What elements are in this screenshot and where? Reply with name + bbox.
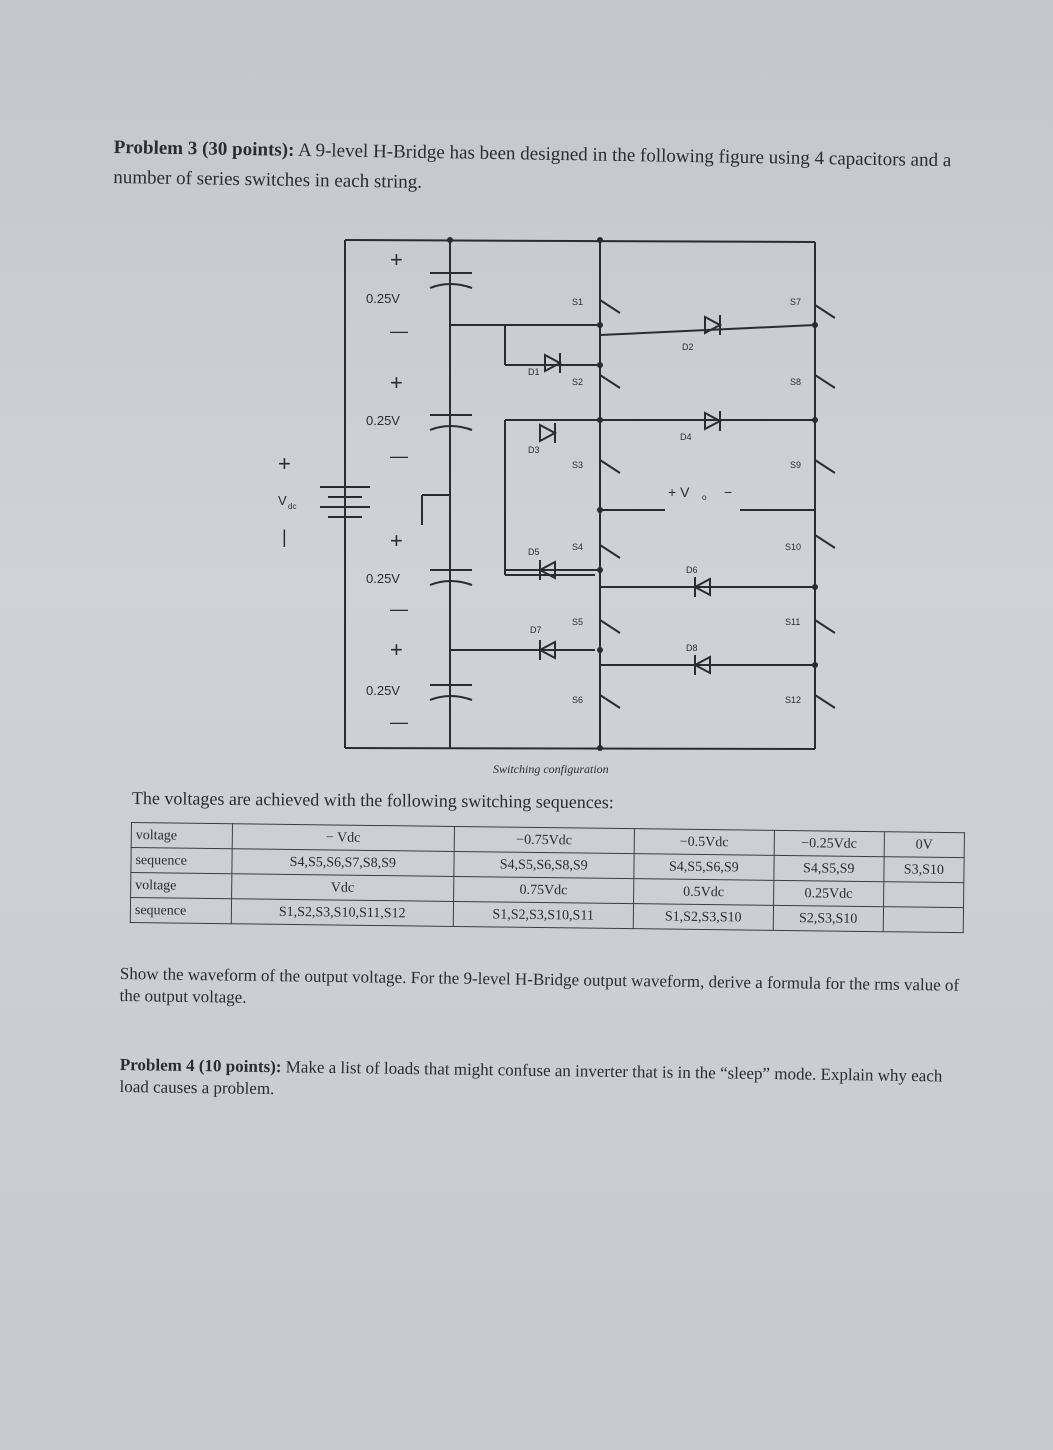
table-cell: −0.5Vdc [634, 829, 774, 856]
diode-label-d5: D5 [528, 547, 540, 557]
switch-label-s10: S10 [785, 542, 802, 552]
table-cell: sequence [130, 898, 231, 924]
diode-marks [540, 315, 720, 675]
table-cell: voltage [131, 823, 232, 849]
svg-text:—: — [390, 712, 408, 732]
table-cell: S1,S2,S3,S10,S11,S12 [231, 899, 453, 927]
diode-label-d8: D8 [686, 643, 698, 653]
diode-label-d4: D4 [680, 432, 692, 442]
switch-marks [600, 300, 835, 708]
switch-label-s7: S7 [790, 297, 802, 307]
svg-text:+: + [390, 247, 403, 272]
table-cell: S2,S3,S10 [773, 905, 883, 931]
source-sub: dc [288, 502, 297, 511]
waveform-question: Show the waveform of the output voltage. For the 9-level H-Bridge output waveform, derive a formula for the rms value of the output voltage. [119, 963, 960, 1007]
table-cell: S4,S5,S6,S7,S8,S9 [232, 849, 454, 877]
table-cell: S4,S5,S6,S9 [634, 854, 774, 881]
table-cell: 0.5Vdc [633, 879, 773, 906]
output-sub: o [702, 493, 707, 502]
problem-4 [119, 1054, 970, 1110]
table-cell: S4,S5,S6,S8,S9 [453, 851, 634, 878]
problem-4-title: Problem 4 (10 points): [119, 1054, 282, 1077]
switch-label-s2: S2 [572, 377, 584, 387]
problem-3-title: Problem 3 (30 points): [113, 136, 295, 161]
source-plus: + [278, 451, 291, 476]
table-cell: − Vdc [232, 824, 454, 852]
cap1-label: 0.25V [366, 291, 400, 306]
switch-label-s8: S8 [790, 377, 802, 387]
switching-table [130, 822, 965, 933]
table-cell: 0.25Vdc [773, 880, 883, 906]
switch-label-s3: S3 [572, 460, 584, 470]
circuit-nodes [447, 237, 818, 751]
output-label: + V [668, 484, 690, 500]
table-cell: S1,S2,S3,S10,S11 [453, 901, 634, 928]
table-cell: 0V [884, 832, 964, 858]
svg-text:+: + [390, 528, 403, 553]
diode-label-d2: D2 [682, 342, 694, 352]
table-cell: Vdc [232, 874, 454, 902]
diode-label-d7: D7 [530, 625, 542, 635]
switch-label-s4: S4 [572, 542, 584, 552]
switch-label-s11: S11 [785, 617, 801, 627]
switch-label-s5: S5 [572, 617, 584, 627]
svg-text:—: — [390, 446, 408, 466]
svg-text:—: — [390, 599, 408, 619]
table-cell: 0.75Vdc [453, 876, 634, 903]
problem-3-text: A 9-level H-Bridge has been designed in the following figure using 4 capacitors and a number of series switches in each string. [113, 139, 952, 193]
table-cell: sequence [131, 848, 232, 874]
switch-label-s9: S9 [790, 460, 802, 470]
diode-label-d6: D6 [686, 565, 698, 575]
svg-text:−: − [724, 484, 733, 500]
diode-label-d3: D3 [528, 445, 540, 455]
cap2-label: 0.25V [366, 413, 400, 428]
table-cell [883, 882, 963, 908]
switch-label-s12: S12 [785, 695, 802, 705]
switch-label-s6: S6 [572, 695, 584, 705]
svg-text:+: + [390, 370, 403, 395]
switch-label-s1: S1 [572, 297, 584, 307]
table-cell: −0.75Vdc [454, 826, 635, 853]
svg-text:+: + [390, 637, 403, 662]
table-cell: S1,S2,S3,S10 [633, 904, 773, 931]
intro-text: The voltages are achieved with the following switching sequences: [131, 788, 614, 813]
table-cell [883, 907, 963, 933]
problem-3 [113, 133, 994, 207]
source-label: V [278, 493, 287, 508]
table-cell: S4,S5,S9 [774, 855, 884, 881]
diode-label-d1: D1 [528, 367, 540, 377]
table-cell: voltage [131, 873, 232, 899]
figure-caption: Switching configuration [493, 762, 609, 776]
cap3-label: 0.25V [366, 571, 400, 586]
source-minus: | [282, 527, 287, 547]
svg-text:—: — [390, 321, 408, 341]
table-cell: −0.25Vdc [774, 830, 884, 856]
h-bridge-circuit [250, 225, 850, 755]
cap4-label: 0.25V [366, 683, 400, 698]
table-cell: S3,S10 [884, 857, 964, 883]
problem-4-text: Make a list of loads that might confuse an inverter that is in the “sleep” mode. Explain why each load causes a problem. [119, 1057, 943, 1099]
